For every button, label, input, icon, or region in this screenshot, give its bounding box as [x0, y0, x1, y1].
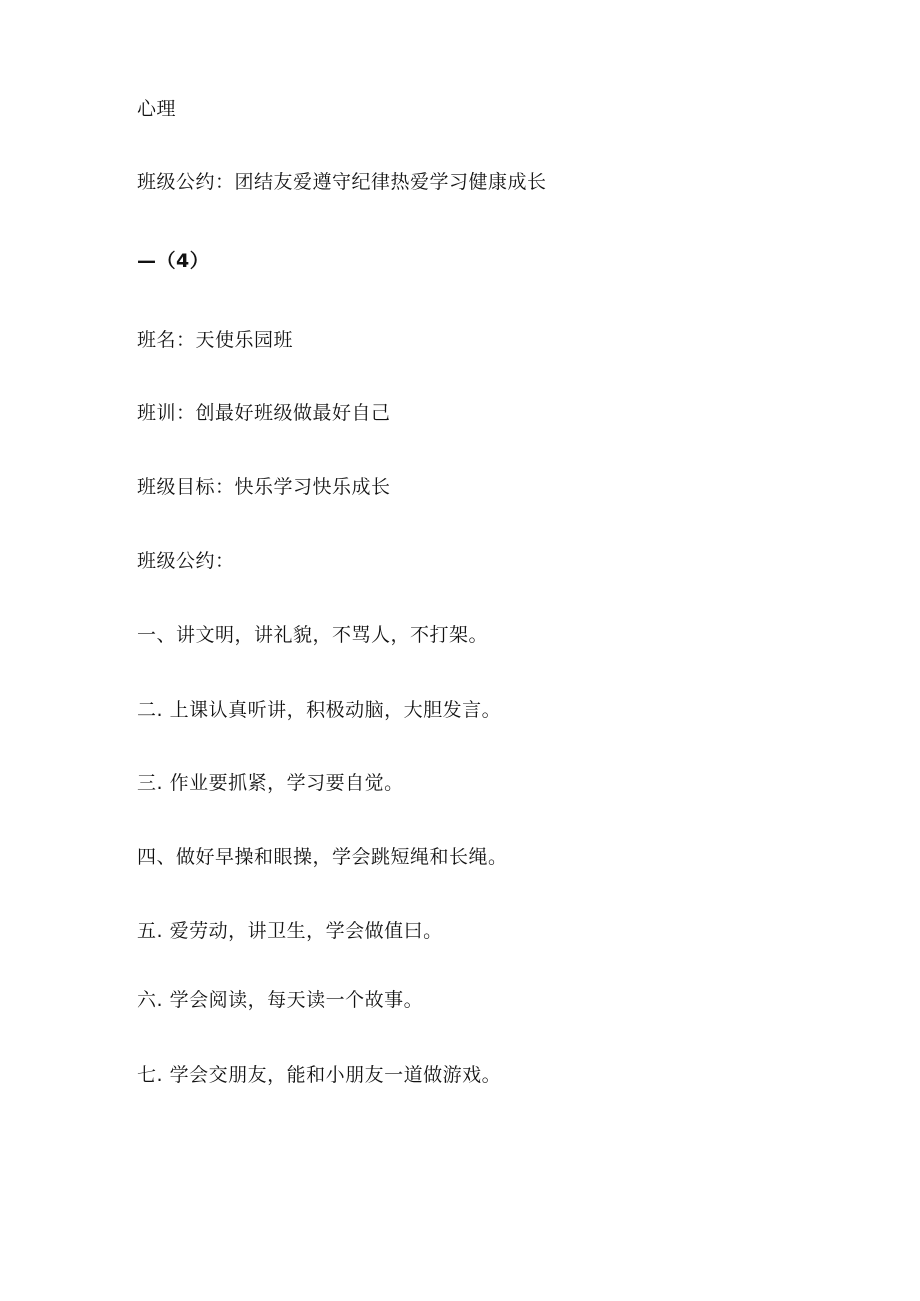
convention-item-5: 五. 爱劳动，讲卫生，学会做值曰。 — [137, 920, 443, 942]
convention-item-7: 七. 学会交朋友，能和小朋友一道做游戏。 — [137, 1064, 502, 1086]
convention-item-4: 四、做好早操和眼操，学会跳短绳和长绳。 — [137, 846, 508, 868]
text-line-class-motto: 班训：创最好班级做最好自己 — [137, 402, 391, 424]
text-line-class-convention-summary: 班级公约：团结友爱遵守纪律热爱学习健康成长 — [137, 171, 547, 193]
text-line-class-convention-heading: 班级公约： — [137, 550, 235, 572]
text-line-class-goal: 班级目标：快乐学习快乐成长 — [137, 476, 391, 498]
convention-item-2: 二. 上课认真听讲，积极动脑，大胆发言。 — [137, 699, 502, 721]
text-line-psychology: 心理 — [137, 98, 177, 120]
convention-item-6: 六. 学会阅读，每天读一个故事。 — [137, 989, 424, 1011]
section-heading-class-4: —（4） — [137, 250, 210, 272]
convention-item-1: 一、讲文明，讲礼貌，不骂人，不打架。 — [137, 624, 489, 646]
convention-item-3: 三. 作业要抓紧，学习要自觉。 — [137, 772, 404, 794]
text-line-class-name: 班名：天使乐园班 — [137, 329, 294, 351]
